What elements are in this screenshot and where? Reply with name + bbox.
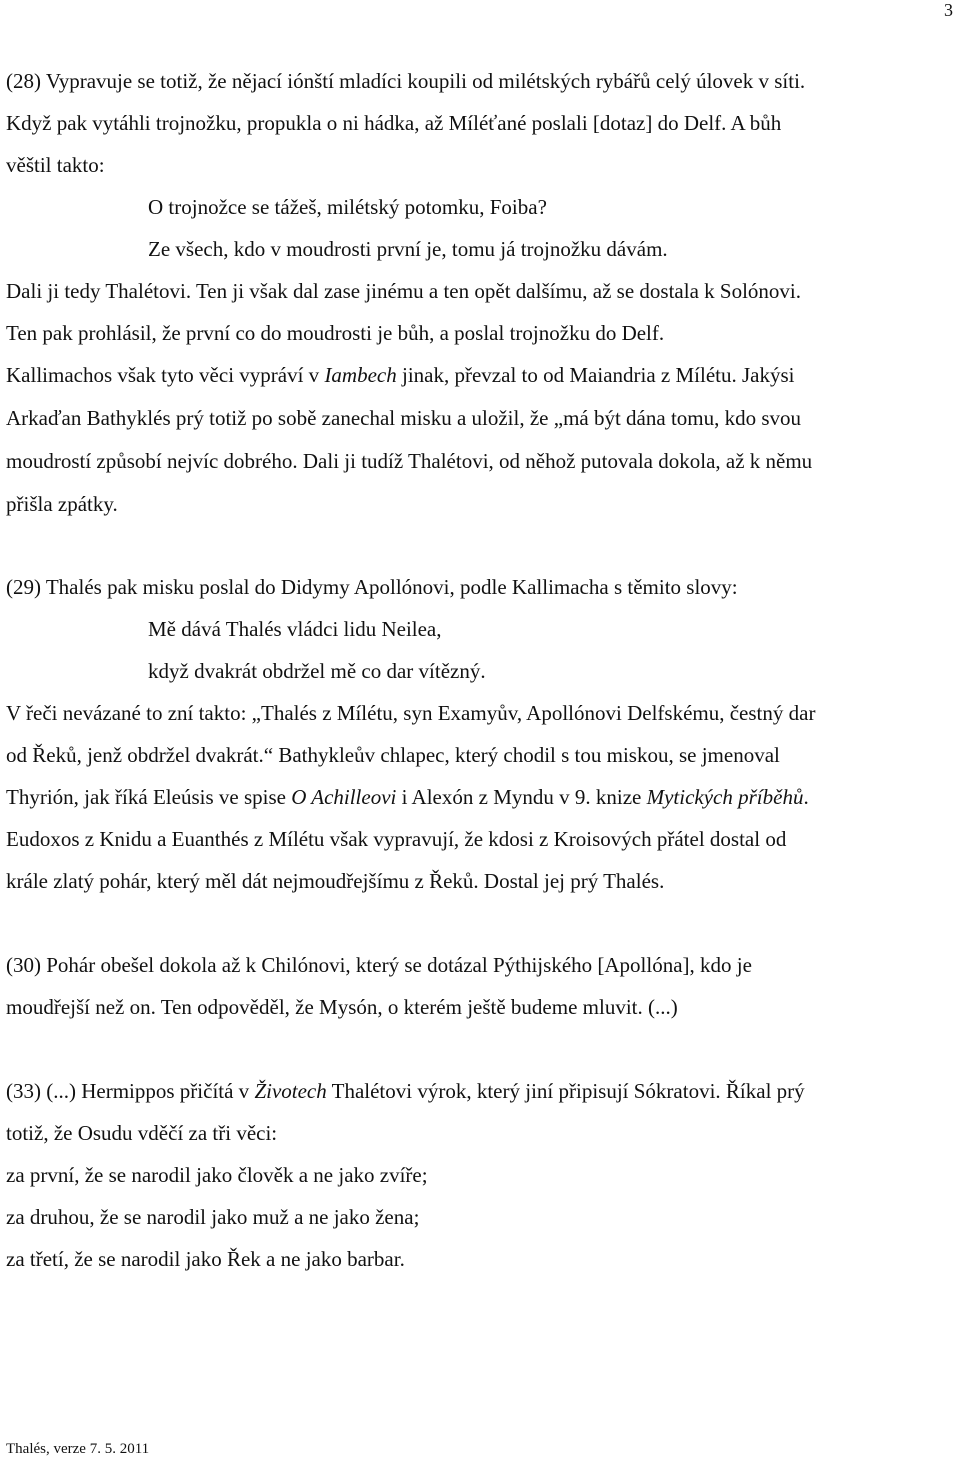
verse-line: když dvakrát obdržel mě co dar vítězný.: [148, 659, 486, 683]
paragraph-line: totiž, že Osudu vděčí za tři věci:: [6, 1121, 278, 1145]
paragraph-line: Eudoxos z Knidu a Euanthés z Mílétu však vypravují, že kdosi z Kroisových přátel dostal od: [6, 827, 787, 851]
paragraph-line: (29) Thalés pak misku poslal do Didymy Apollónovi, podle Kallimacha s těmito slovy:: [6, 575, 738, 599]
book-title: Iambech: [324, 363, 397, 387]
paragraph-line: moudřejší než on. Ten odpověděl, že Mysón, o kterém ještě budeme mluvit. (...): [6, 995, 678, 1019]
paragraph-line: (28) Vypravuje se totiž, že nějací iónští mladíci koupili od milétských rybářů celý úlovek v síti.: [6, 69, 806, 93]
text-run: jinak, převzal to od Maiandria z Mílétu. Jakýsi: [396, 363, 795, 387]
paragraph-line: za třetí, že se narodil jako Řek a ne jako barbar.: [6, 1247, 405, 1271]
text-run: Thalétovi výrok, který jiní připisují Sókratovi. Říkal prý: [326, 1079, 805, 1103]
paragraph-line: moudrostí způsobí nejvíc dobrého. Dali ji tudíž Thalétovi, od něhož putovala dokola, až k němu: [6, 449, 813, 473]
paragraph-line: od Řeků, jenž obdržel dvakrát.“ Bathykleův chlapec, který chodil s tou miskou, se jmenoval: [6, 743, 780, 767]
paragraph-line: za první, že se narodil jako člověk a ne jako zvíře;: [6, 1163, 428, 1187]
text-run: Thyrión, jak říká Eleúsis ve spise: [6, 785, 292, 809]
verse-line: O trojnožce se tážeš, milétský potomku, Foiba?: [148, 195, 547, 219]
text-run: i Alexón z Myndu v 9. knize: [396, 785, 647, 809]
footer-version: Thalés, verze 7. 5. 2011: [6, 1441, 150, 1457]
text-run: Kallimachos však tyto věci vypráví v: [6, 363, 325, 387]
book-title: O Achilleovi: [291, 785, 397, 809]
paragraph-line: Arkaďan Bathyklés prý totiž po sobě zanechal misku a uložil, že „má být dána tomu, kdo svou: [6, 406, 802, 430]
paragraph-line: věštil takto:: [6, 153, 105, 177]
verse-line: Mě dává Thalés vládci lidu Neilea,: [148, 617, 442, 641]
page-number: 3: [944, 0, 953, 20]
paragraph-line: V řeči nevázané to zní takto: „Thalés z Mílétu, syn Examyův, Apollónovi Delfskému, čestný dar: [6, 701, 816, 725]
text-run: .: [803, 785, 809, 809]
paragraph-line: [6, 365, 794, 386]
book-title: Životech: [254, 1079, 327, 1103]
text-run: (33) (...) Hermippos přičítá v: [6, 1079, 255, 1103]
paragraph-line: za druhou, že se narodil jako muž a ne jako žena;: [6, 1205, 420, 1229]
paragraph-line: Ten pak prohlásil, že první co do moudrosti je bůh, a poslal trojnožku do Delf.: [6, 321, 665, 345]
paragraph-line: [6, 1081, 805, 1102]
paragraph-line: krále zlatý pohár, který měl dát nejmoudřejšímu z Řeků. Dostal jej prý Thalés.: [6, 869, 665, 893]
paragraph-line: přišla zpátky.: [6, 492, 118, 516]
verse-line: Ze všech, kdo v moudrosti první je, tomu já trojnožku dávám.: [148, 237, 668, 261]
book-title: Mytických příběhů: [646, 785, 804, 809]
paragraph-line: Dali ji tedy Thalétovi. Ten ji však dal zase jinému a ten opět dalšímu, až se dostala k Solónovi.: [6, 279, 801, 303]
paragraph-line: [6, 787, 809, 808]
paragraph-line: (30) Pohár obešel dokola až k Chilónovi, který se dotázal Pýthijského [Apollóna], kdo je: [6, 953, 752, 977]
paragraph-line: Když pak vytáhli trojnožku, propukla o ni hádka, až Míléťané poslali [dotaz] do Delf. A bůh: [6, 111, 782, 135]
